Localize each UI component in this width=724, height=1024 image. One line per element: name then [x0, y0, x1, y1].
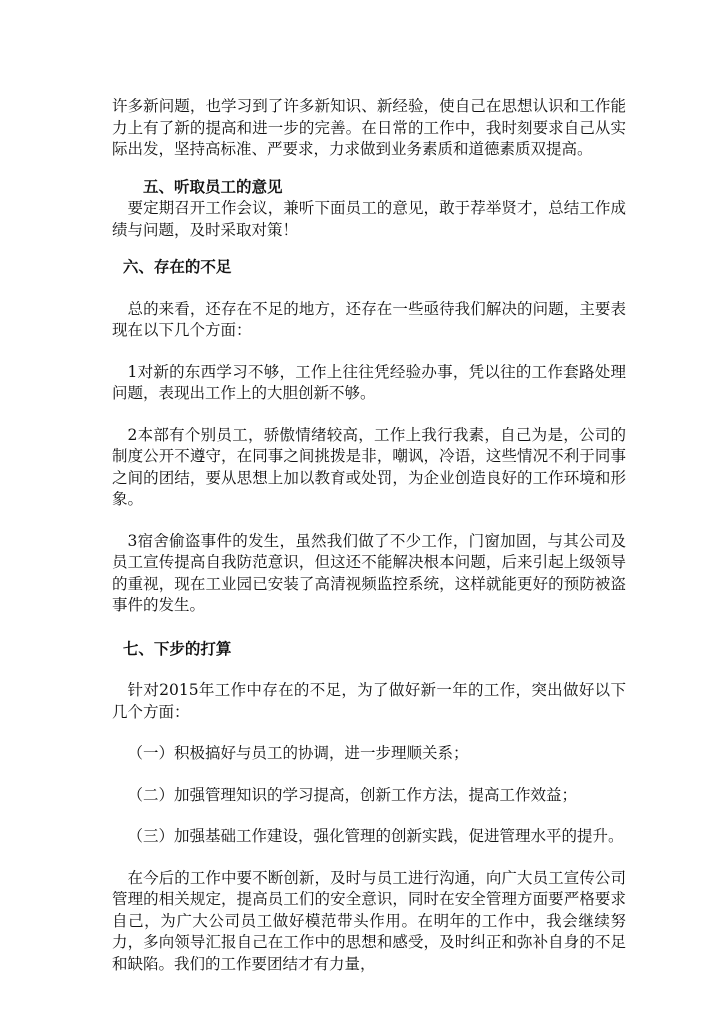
section-heading-5: 五、听取员工的意见 [143, 177, 283, 196]
paragraph-section-6-item-1: 1对新的东西学习不够，工作上往往凭经验办事，凭以往的工作套路处理问题，表现出工作上的大胆创新不够。 [112, 362, 626, 402]
paragraph-section-7-item-2: （二）加强管理知识的学习提高，创新工作方法，提高工作效益； [127, 785, 578, 804]
paragraph-section-7-item-3: （三）加强基础工作建设，强化管理的创新实践，促进管理水平的提升。 [127, 827, 624, 845]
paragraph-section-6-item-3: 3宿舍偷盗事件的发生，虽然我们做了不少工作，门窗加固，与其公司及员工宣传提高自我防范意识，但这还不能解决根本问题，后来引起上级领导的重视，现在工业园已安装了高清视频监控系统，这样就能更好的预防被盗事件的发生。 [112, 531, 626, 614]
document-body [112, 96, 626, 975]
paragraph-section-7-intro: 针对2015年工作中存在的不足，为了做好新一年的工作，突出做好以下几个方面： [112, 681, 626, 721]
paragraph-section-6-item-2: 2本部有个别员工，骄傲情绪较高，工作上我行我素，自己为是，公司的制度公开不遵守，在同事之间挑拨是非，嘲讽，冷语，这些情况不利于同事之间的团结，要从思想上加以教育或处罚，为企业创造良好的工作环境和形象。 [112, 425, 626, 508]
paragraph-section-5: 要定期召开工作会议，兼听下面员工的意见，敢于荐举贤才，总结工作成绩与问题，及时采取对策！ [112, 199, 626, 239]
paragraph-section-6-intro: 总的来看，还存在不足的地方，还存在一些亟待我们解决的问题，主要表现在以下几个方面： [112, 299, 626, 339]
paragraph-section-7-item-1: （一）积极搞好与员工的协调，进一步理顺关系； [127, 744, 469, 762]
section-heading-7: 七、下步的打算 [122, 639, 232, 658]
paragraph-intro: 许多新问题，也学习到了许多新知识、新经验，使自己在思想认识和工作能力上有了新的提高和进一步的完善。在日常的工作中，我时刻要求自己从实际出发，坚持高标准、严要求，力求做到业务素质和道德素质双提高。 [112, 97, 626, 158]
paragraph-section-7-closing: 在今后的工作中要不断创新，及时与员工进行沟通，向广大员工宣传公司管理的相关规定，提高员工们的安全意识，同时在安全管理方面要严格要求自己，为广大公司员工做好模范带头作用。在明年的工作中，我会继续努力，多向领导汇报自己在工作中的思想和感受，及时纠正和弥补自身的不足和缺陷。我们的工作要团结才有力量， [112, 868, 626, 973]
section-heading-6: 六、存在的不足 [122, 258, 232, 276]
